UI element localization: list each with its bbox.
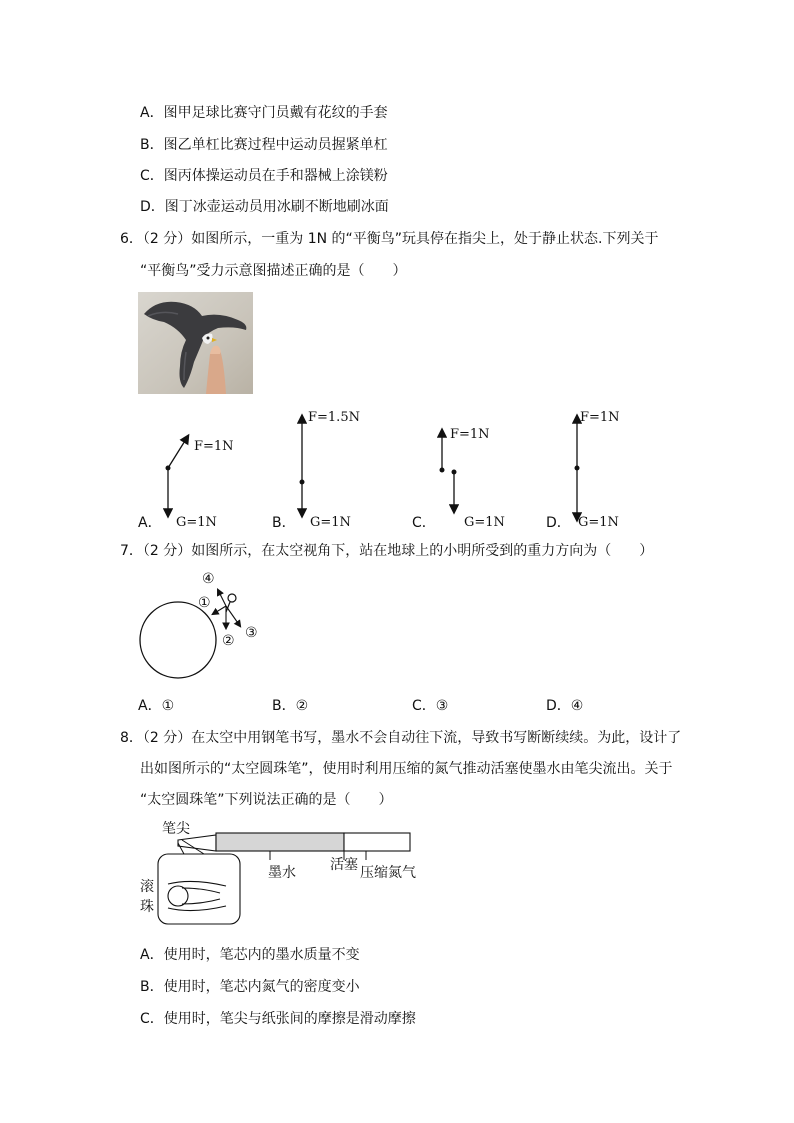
q7-stem: 7．（2 分）如图所示，在太空视角下，站在地球上的小明所受到的重力方向为（ ） (120, 543, 654, 559)
q8-label-tip: 笔尖 (162, 821, 190, 837)
q8-label-piston: 活塞 (330, 857, 358, 873)
q6-b-force-label: F=1.5N (308, 410, 360, 425)
q7-option-d: D．④ (546, 698, 584, 714)
q6-b-gravity-label: G=1N (310, 515, 351, 530)
q6-a-force-label: F=1N (194, 439, 234, 454)
q7-option-a: A．① (138, 698, 175, 714)
q7-marker-2: ② (222, 633, 235, 649)
q5-option-d: D．图丁冰壶运动员用冰刷不断地刷冰面 (140, 199, 389, 215)
q5-option-c: C．图丙体操运动员在手和器械上涂镁粉 (140, 168, 388, 184)
q7-marker-1: ① (198, 595, 211, 611)
q8-stem-line3: “太空圆珠笔”下列说法正确的是（ ） (140, 792, 393, 808)
q7-option-b: B．② (272, 698, 309, 714)
q6-c-force-label: F=1N (450, 427, 490, 442)
q7-option-c: C．③ (412, 698, 449, 714)
q8-label-ball-2: 珠 (140, 899, 154, 915)
q5-option-a: A．图甲足球比赛守门员戴有花纹的手套 (140, 105, 388, 121)
q8-option-c: C．使用时，笔尖与纸张间的摩擦是滑动摩擦 (140, 1011, 416, 1027)
q6-a-letter: A． (138, 515, 162, 531)
balance-bird-photo (138, 292, 253, 394)
q8-option-b: B．使用时，笔芯内氮气的密度变小 (140, 979, 360, 995)
q7-marker-3: ③ (245, 625, 258, 641)
q8-stem-line2: 出如图所示的“太空圆珠笔”，使用时利用压缩的氮气推动活塞使墨水由笔尖流出。关于 (140, 761, 673, 777)
q8-label-ball-1: 滚 (140, 879, 154, 895)
q6-b-letter: B． (272, 515, 296, 531)
q6-d-letter: D． (546, 515, 571, 531)
q8-stem-line1: 8．（2 分）在太空中用钢笔书写，墨水不会自动往下流，导致书写断断续续。为此，设计了 (120, 730, 682, 746)
q8-label-ink: 墨水 (268, 865, 296, 881)
q6-c-letter: C． (412, 515, 436, 531)
q6-d-gravity-label: G=1N (578, 515, 619, 530)
q6-stem-line2: “平衡鸟”受力示意图描述正确的是（ ） (140, 263, 407, 279)
q6-c-gravity-label: G=1N (464, 515, 505, 530)
q6-a-gravity-label: G=1N (176, 515, 217, 530)
q6-stem-line1: 6．（2 分）如图所示，一重为 1N 的“平衡鸟”玩具停在指尖上，处于静止状态.下列关于 (120, 231, 659, 247)
q8-option-a: A．使用时，笔芯内的墨水质量不变 (140, 947, 360, 963)
q5-option-b: B．图乙单杠比赛过程中运动员握紧单杠 (140, 137, 388, 153)
q7-marker-4: ④ (202, 571, 215, 587)
q6-d-force-label: F=1N (580, 410, 620, 425)
q8-label-nitrogen: 压缩氮气 (360, 865, 416, 881)
